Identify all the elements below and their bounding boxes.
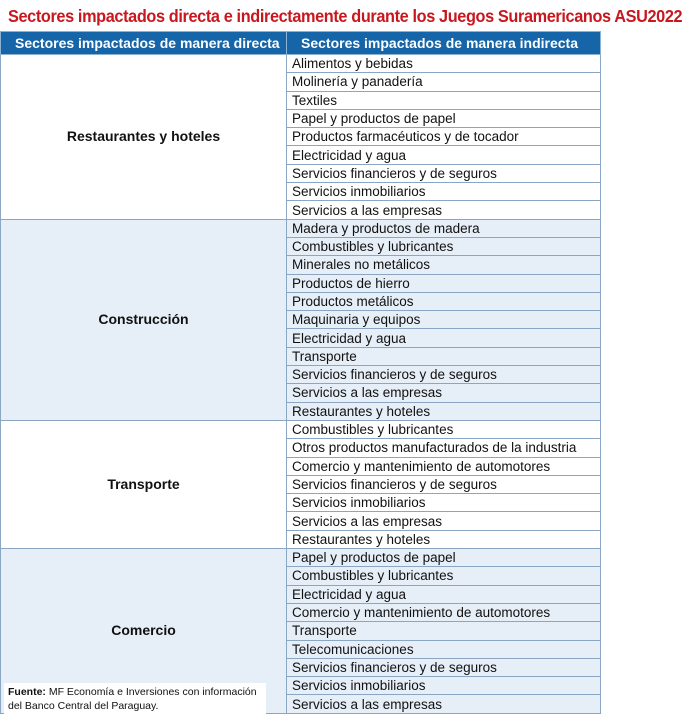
- indirect-sector-cell: Telecomunicaciones: [287, 640, 601, 658]
- indirect-sector-cell: Otros productos manufacturados de la industria: [287, 439, 601, 457]
- indirect-sector-cell: Restaurantes y hoteles: [287, 530, 601, 548]
- header-direct: Sectores impactados de manera directa: [1, 32, 287, 55]
- table-row: [1, 55, 601, 73]
- indirect-sector-cell: Minerales no metálicos: [287, 256, 601, 274]
- table-body: [1, 55, 601, 714]
- direct-sector-cell: Transporte: [1, 420, 287, 548]
- indirect-sector-cell: Textiles: [287, 91, 601, 109]
- table-row: [1, 420, 601, 438]
- indirect-sector-cell: Servicios financieros y de seguros: [287, 475, 601, 493]
- table-header-row: [1, 32, 601, 55]
- indirect-sector-cell: Electricidad y agua: [287, 329, 601, 347]
- source-text: MF Economía e Inversiones con información del Banco Central del Paraguay.: [8, 686, 257, 712]
- indirect-sector-cell: Combustibles y lubricantes: [287, 237, 601, 255]
- direct-sector-cell: Comercio: [1, 549, 287, 714]
- indirect-sector-cell: Electricidad y agua: [287, 146, 601, 164]
- indirect-sector-cell: Molinería y panadería: [287, 73, 601, 91]
- header-indirect: Sectores impactados de manera indirecta: [287, 32, 601, 55]
- indirect-sector-cell: Servicios financieros y de seguros: [287, 658, 601, 676]
- indirect-sector-cell: Comercio y mantenimiento de automotores: [287, 603, 601, 621]
- indirect-sector-cell: Restaurantes y hoteles: [287, 402, 601, 420]
- indirect-sector-cell: Madera y productos de madera: [287, 219, 601, 237]
- source-note: [4, 683, 266, 714]
- indirect-sector-cell: Productos farmacéuticos y de tocador: [287, 128, 601, 146]
- indirect-sector-cell: Servicios a las empresas: [287, 695, 601, 713]
- indirect-sector-cell: Servicios inmobiliarios: [287, 494, 601, 512]
- indirect-sector-cell: Papel y productos de papel: [287, 549, 601, 567]
- indirect-sector-cell: Servicios a las empresas: [287, 201, 601, 219]
- indirect-sector-cell: Combustibles y lubricantes: [287, 420, 601, 438]
- table-row: [1, 219, 601, 237]
- table-row: [1, 549, 601, 567]
- indirect-sector-cell: Electricidad y agua: [287, 585, 601, 603]
- indirect-sector-cell: Comercio y mantenimiento de automotores: [287, 457, 601, 475]
- indirect-sector-cell: Maquinaria y equipos: [287, 311, 601, 329]
- indirect-sector-cell: Transporte: [287, 622, 601, 640]
- indirect-sector-cell: Papel y productos de papel: [287, 109, 601, 127]
- indirect-sector-cell: Servicios financieros y de seguros: [287, 366, 601, 384]
- indirect-sector-cell: Productos metálicos: [287, 292, 601, 310]
- page-title: Sectores impactados directa e indirectamente durante los Juegos Suramericanos ASU2022: [8, 6, 682, 26]
- indirect-sector-cell: Servicios a las empresas: [287, 384, 601, 402]
- direct-sector-cell: Restaurantes y hoteles: [1, 55, 287, 220]
- indirect-sector-cell: Alimentos y bebidas: [287, 55, 601, 73]
- indirect-sector-cell: Servicios inmobiliarios: [287, 183, 601, 201]
- indirect-sector-cell: Transporte: [287, 347, 601, 365]
- indirect-sector-cell: Productos de hierro: [287, 274, 601, 292]
- indirect-sector-cell: Servicios financieros y de seguros: [287, 164, 601, 182]
- indirect-sector-cell: Combustibles y lubricantes: [287, 567, 601, 585]
- sectors-table: [0, 31, 601, 714]
- direct-sector-cell: Construcción: [1, 219, 287, 420]
- source-label: Fuente:: [8, 686, 46, 698]
- indirect-sector-cell: Servicios inmobiliarios: [287, 677, 601, 695]
- indirect-sector-cell: Servicios a las empresas: [287, 512, 601, 530]
